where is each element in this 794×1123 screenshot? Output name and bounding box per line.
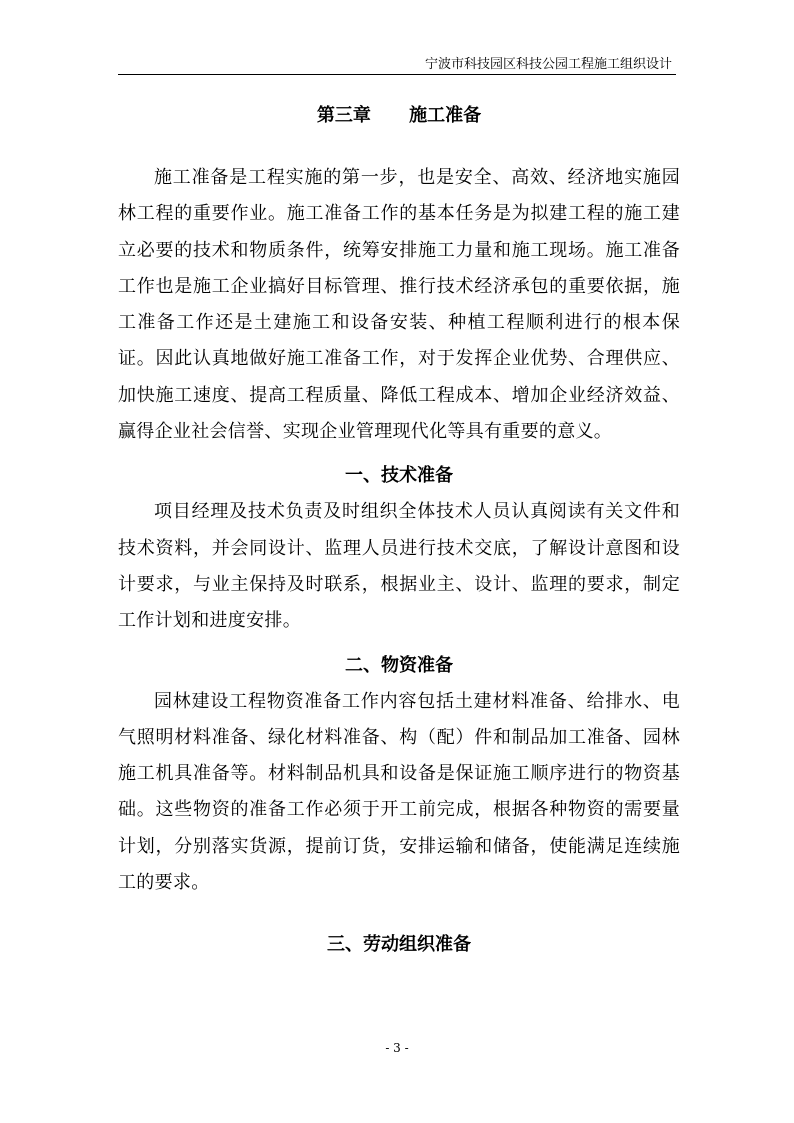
header-title: 宁波市科技园区科技公园工程施工组织设计 — [424, 57, 672, 72]
page-number: - 3 - — [385, 1041, 409, 1055]
section-title-labor: 三、劳动组织准备 — [327, 934, 471, 956]
chapter-title: 第三章 施工准备 — [316, 105, 482, 126]
section-paragraph-technical: 项目经理及技术负责及时组织全体技术人员认真阅读有关文件和技术资料，并会同设计、监理人员进行技术交底，了解设计意图和设计要求，与业主保持及时联系，根据业主、设计、监理的要求，制定工作计划和进度安排。 — [118, 501, 680, 632]
section-title-technical: 一、技术准备 — [345, 465, 453, 487]
document-body — [118, 98, 680, 963]
intro-paragraph: 施工准备是工程实施的第一步，也是安全、高效、经济地实施园林工程的重要作业。施工准备工作的基本任务是为拟建工程的施工建立必要的技术和物质条件，统筹安排施工力量和施工现场。施工准备工作也是施工企业搞好目标管理、推行技术经济承包的重要依据，施工准备工作还是土建施工和设备安装、种植工程顺利进行的根本保证。因此认真地做好施工准备工作，对于发挥企业优势、合理供应、加快施工速度、提高工程质量、降低工程成本、增加企业经济效益、赢得企业社会信誉、实现企业管理现代化等具有重要的意义。 — [118, 167, 680, 443]
section-paragraph-materials: 园林建设工程物资准备工作内容包括土建材料准备、给排水、电气照明材料准备、绿化材料准备、构（配）件和制品加工准备、园林施工机具准备等。材料制品机具和设备是保证施工顺序进行的物资基础。这些物资的准备工作必须于开工前完成，根据各种物资的需要量计划，分别落实货源，提前订货，安排运输和储备，使能满足连续施工的要求。 — [118, 690, 680, 894]
page-header — [118, 56, 676, 75]
section-title-materials: 二、物资准备 — [345, 654, 453, 676]
